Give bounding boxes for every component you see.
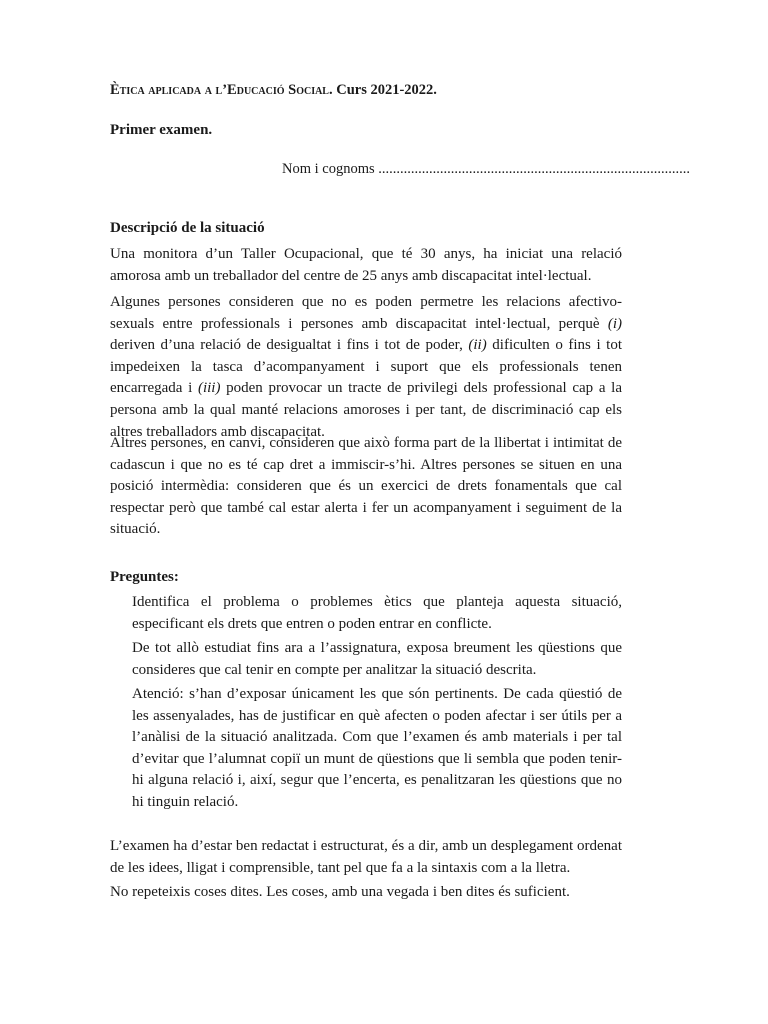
item-marker-ii: (ii)	[468, 337, 487, 354]
questions-heading: Preguntes:	[110, 569, 179, 585]
footer-note-1: L’examen ha d’estar ben redactat i estructurat, és a dir, amb un desplegament ordenat de les idees, lligat i comprensible, tant pel que fa a la sintaxis com a la lletra.	[110, 838, 622, 876]
course-name: Ètica aplicada a l’Educació Social	[110, 82, 329, 98]
document-title	[110, 81, 622, 99]
description-paragraph-3: Altres persones, en canvi, consideren que això forma part de la llibertat i intimitat de cadascun i que no es té cap dret a immiscir-s’hi. Altres persones se situen en una posició intermèdia: consideren que és un exercici de drets fonamentals que cal respectar però que també cal estar alerta i fer un acompanyament i seguiment de la situació.	[110, 435, 622, 538]
question-3-note: Atenció: s’han d’exposar únicament les que són pertinents. De cada qüestió de les assenyalades, has de justificar en què afecten o poden afectar i ser útils per a l’anàlisi de la situació analitzada. Com que l’examen és amb materials i per tal d’evitar que l’alumnat copiï un munt de qüestions que li sembla que poden tenir-hi alguna relació i, així, segur que l’encerta, es penalitzaran les qüestions que no hi tinguin relació.	[132, 686, 622, 810]
question-1: Identifica el problema o problemes ètics que planteja aquesta situació, especificant els drets que entren o poden entrar en conflicte.	[132, 594, 622, 632]
description-paragraph-2: Algunes persones consideren que no es poden permetre les relacions afectivo-sexuals entre professionals i persones amb discapacitat intel·lectual, perquè (i) deriven d’una relació de desigualtat i fins i tot de poder, (ii) dificulten o fins i tot impedeixen la tasca d’acompanyament i suport que els professionals tenen encarregada i (iii) poden provocar un tracte de privilegi dels professional cap a la persona amb la qual manté relacions amoroses i per tant, de discriminació cap els altres treballadors amb discapacitat.	[110, 294, 623, 440]
question-2: De tot allò estudiat fins ara a l’assignatura, exposa breument les qüestions que consideres que cal tenir en compte per analitzar la situació descrita.	[132, 640, 622, 678]
name-field-label: Nom i cognoms ......................................................................................	[282, 161, 691, 177]
item-marker-iii: (iii)	[197, 380, 221, 397]
footer-note-2: No repeteixis coses dites. Les coses, amb una vegada i ben dites és suficient.	[110, 884, 570, 900]
description-paragraph-1: Una monitora d’un Taller Ocupacional, que té 30 anys, ha iniciat una relació amorosa amb un treballador del centre de 25 anys amb discapacitat intel·lectual.	[110, 246, 622, 284]
description-heading: Descripció de la situació	[110, 220, 265, 236]
item-marker-i: (i)	[607, 315, 622, 332]
exam-subtitle: Primer examen.	[110, 122, 213, 138]
course-year: . Curs 2021-2022.	[328, 82, 437, 98]
